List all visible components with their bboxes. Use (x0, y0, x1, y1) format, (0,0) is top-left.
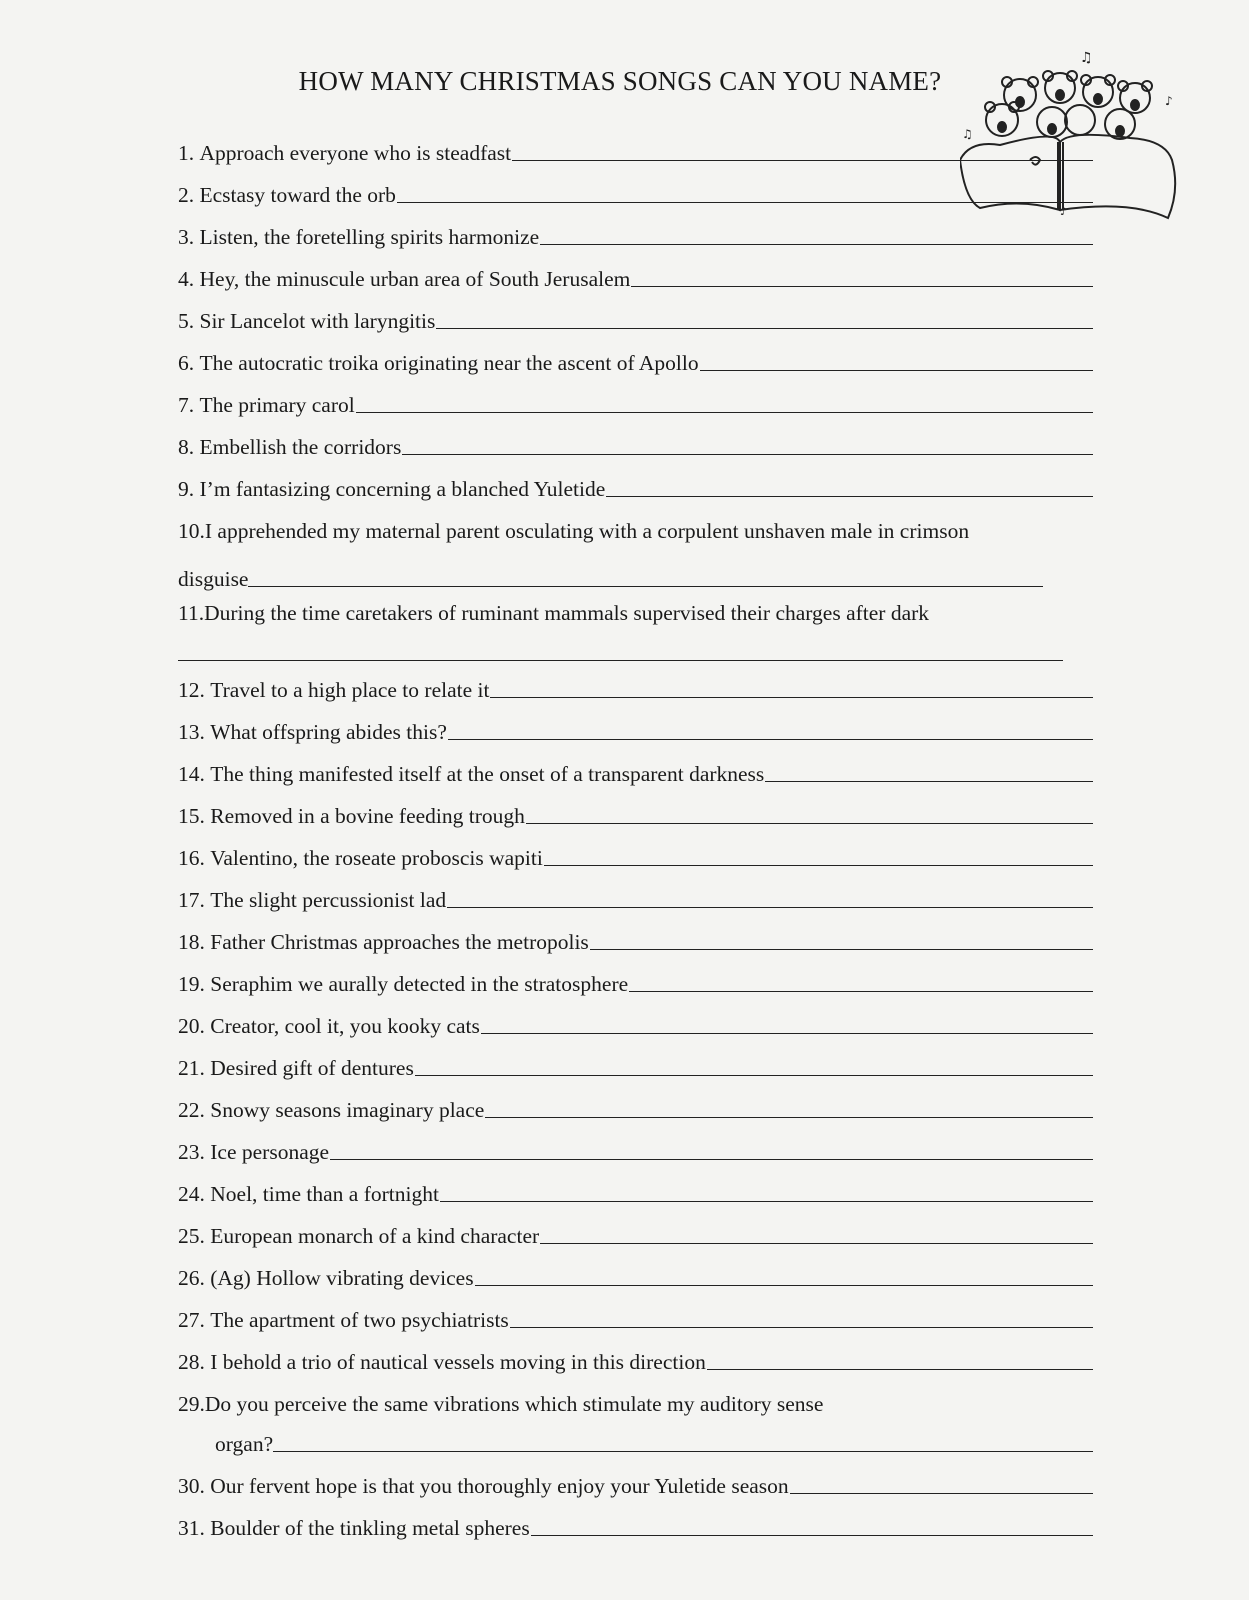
answer-line[interactable] (590, 949, 1093, 950)
question-29-continued: organ? (178, 1417, 1093, 1457)
question-19: 19. Seraphim we aurally detected in the stratosphere (178, 955, 1093, 997)
answer-line[interactable] (707, 1369, 1093, 1370)
question-14: 14. The thing manifested itself at the onset of a transparent darkness (178, 745, 1093, 787)
question-13: 13. What offspring abides this? (178, 703, 1093, 745)
question-23: 23. Ice personage (178, 1123, 1093, 1165)
answer-line[interactable] (531, 1535, 1093, 1536)
question-18: 18. Father Christmas approaches the metropolis (178, 913, 1093, 955)
answer-line[interactable] (490, 697, 1093, 698)
question-11: 11. During the time caretakers of ruminant mammals supervised their charges after dark (178, 601, 930, 625)
question-list (178, 124, 1093, 1541)
question-27: 27. The apartment of two psychiatrists (178, 1291, 1093, 1333)
answer-line[interactable] (475, 1285, 1093, 1286)
answer-line[interactable] (481, 1033, 1093, 1034)
question-5: 5. Sir Lancelot with laryngitis (178, 292, 1093, 334)
answer-line[interactable] (436, 328, 1093, 329)
answer-line[interactable] (700, 370, 1093, 371)
answer-line[interactable] (540, 244, 1093, 245)
question-26: 26. (Ag) Hollow vibrating devices (178, 1249, 1093, 1291)
worksheet-title: HOW MANY CHRISTMAS SONGS CAN YOU NAME? (298, 66, 942, 96)
question-8: 8. Embellish the corridors (178, 418, 1093, 460)
svg-text:♫: ♫ (1080, 50, 1093, 66)
question-20: 20. Creator, cool it, you kooky cats (178, 997, 1093, 1039)
question-30: 30. Our fervent hope is that you thoroughly enjoy your Yuletide season (178, 1457, 1093, 1499)
answer-line[interactable] (765, 781, 1093, 782)
answer-line[interactable] (485, 1117, 1093, 1118)
svg-text:♪: ♪ (1060, 205, 1068, 218)
answer-line[interactable] (440, 1201, 1093, 1202)
svg-text:♫: ♫ (962, 127, 973, 141)
answer-line[interactable] (510, 1327, 1093, 1328)
question-6: 6. The autocratic troika originating near the ascent of Apollo (178, 334, 1093, 376)
answer-line[interactable] (540, 1243, 1093, 1244)
question-12: 12. Travel to a high place to relate it (178, 661, 1093, 703)
answer-line[interactable] (415, 1075, 1093, 1076)
answer-line[interactable] (273, 1451, 1093, 1452)
answer-line[interactable] (526, 823, 1093, 824)
question-15: 15. Removed in a bovine feeding trough (178, 787, 1093, 829)
question-1: 1. Approach everyone who is steadfast (178, 124, 1093, 166)
question-25: 25. European monarch of a kind character (178, 1207, 1093, 1249)
question-22: 22. Snowy seasons imaginary place (178, 1081, 1093, 1123)
question-29: 29. Do you perceive the same vibrations which stimulate my auditory sense (178, 1392, 824, 1416)
answer-line[interactable] (448, 739, 1093, 740)
question-9: 9. I’m fantasizing concerning a blanched Yuletide (178, 460, 1093, 502)
question-21: 21. Desired gift of dentures (178, 1039, 1093, 1081)
question-10-continued: disguise (178, 544, 1093, 592)
question-31: 31. Boulder of the tinkling metal spheres (178, 1499, 1093, 1541)
answer-line[interactable] (631, 286, 1093, 287)
answer-line[interactable] (397, 202, 1093, 203)
question-3: 3. Listen, the foretelling spirits harmonize (178, 208, 1093, 250)
question-10: 10. I apprehended my maternal parent osculating with a corpulent unshaven male in crimson (178, 519, 970, 543)
question-7: 7. The primary carol (178, 376, 1093, 418)
answer-line[interactable] (178, 626, 1063, 661)
answer-line[interactable] (447, 907, 1093, 908)
answer-line[interactable] (248, 586, 1043, 587)
question-17: 17. The slight percussionist lad (178, 871, 1093, 913)
answer-line[interactable] (790, 1493, 1093, 1494)
question-28: 28. I behold a trio of nautical vessels moving in this direction (178, 1333, 1093, 1375)
question-24: 24. Noel, time than a fortnight (178, 1165, 1093, 1207)
answer-line[interactable] (512, 160, 1093, 161)
answer-line[interactable] (356, 412, 1093, 413)
answer-line[interactable] (606, 496, 1093, 497)
svg-text:♪: ♪ (1165, 94, 1173, 108)
question-16: 16. Valentino, the roseate proboscis wapiti (178, 829, 1093, 871)
question-4: 4. Hey, the minuscule urban area of South Jerusalem (178, 250, 1093, 292)
question-2: 2. Ecstasy toward the orb (178, 166, 1093, 208)
answer-line[interactable] (330, 1159, 1093, 1160)
answer-line[interactable] (402, 454, 1093, 455)
answer-line[interactable] (629, 991, 1093, 992)
answer-line[interactable] (544, 865, 1093, 866)
